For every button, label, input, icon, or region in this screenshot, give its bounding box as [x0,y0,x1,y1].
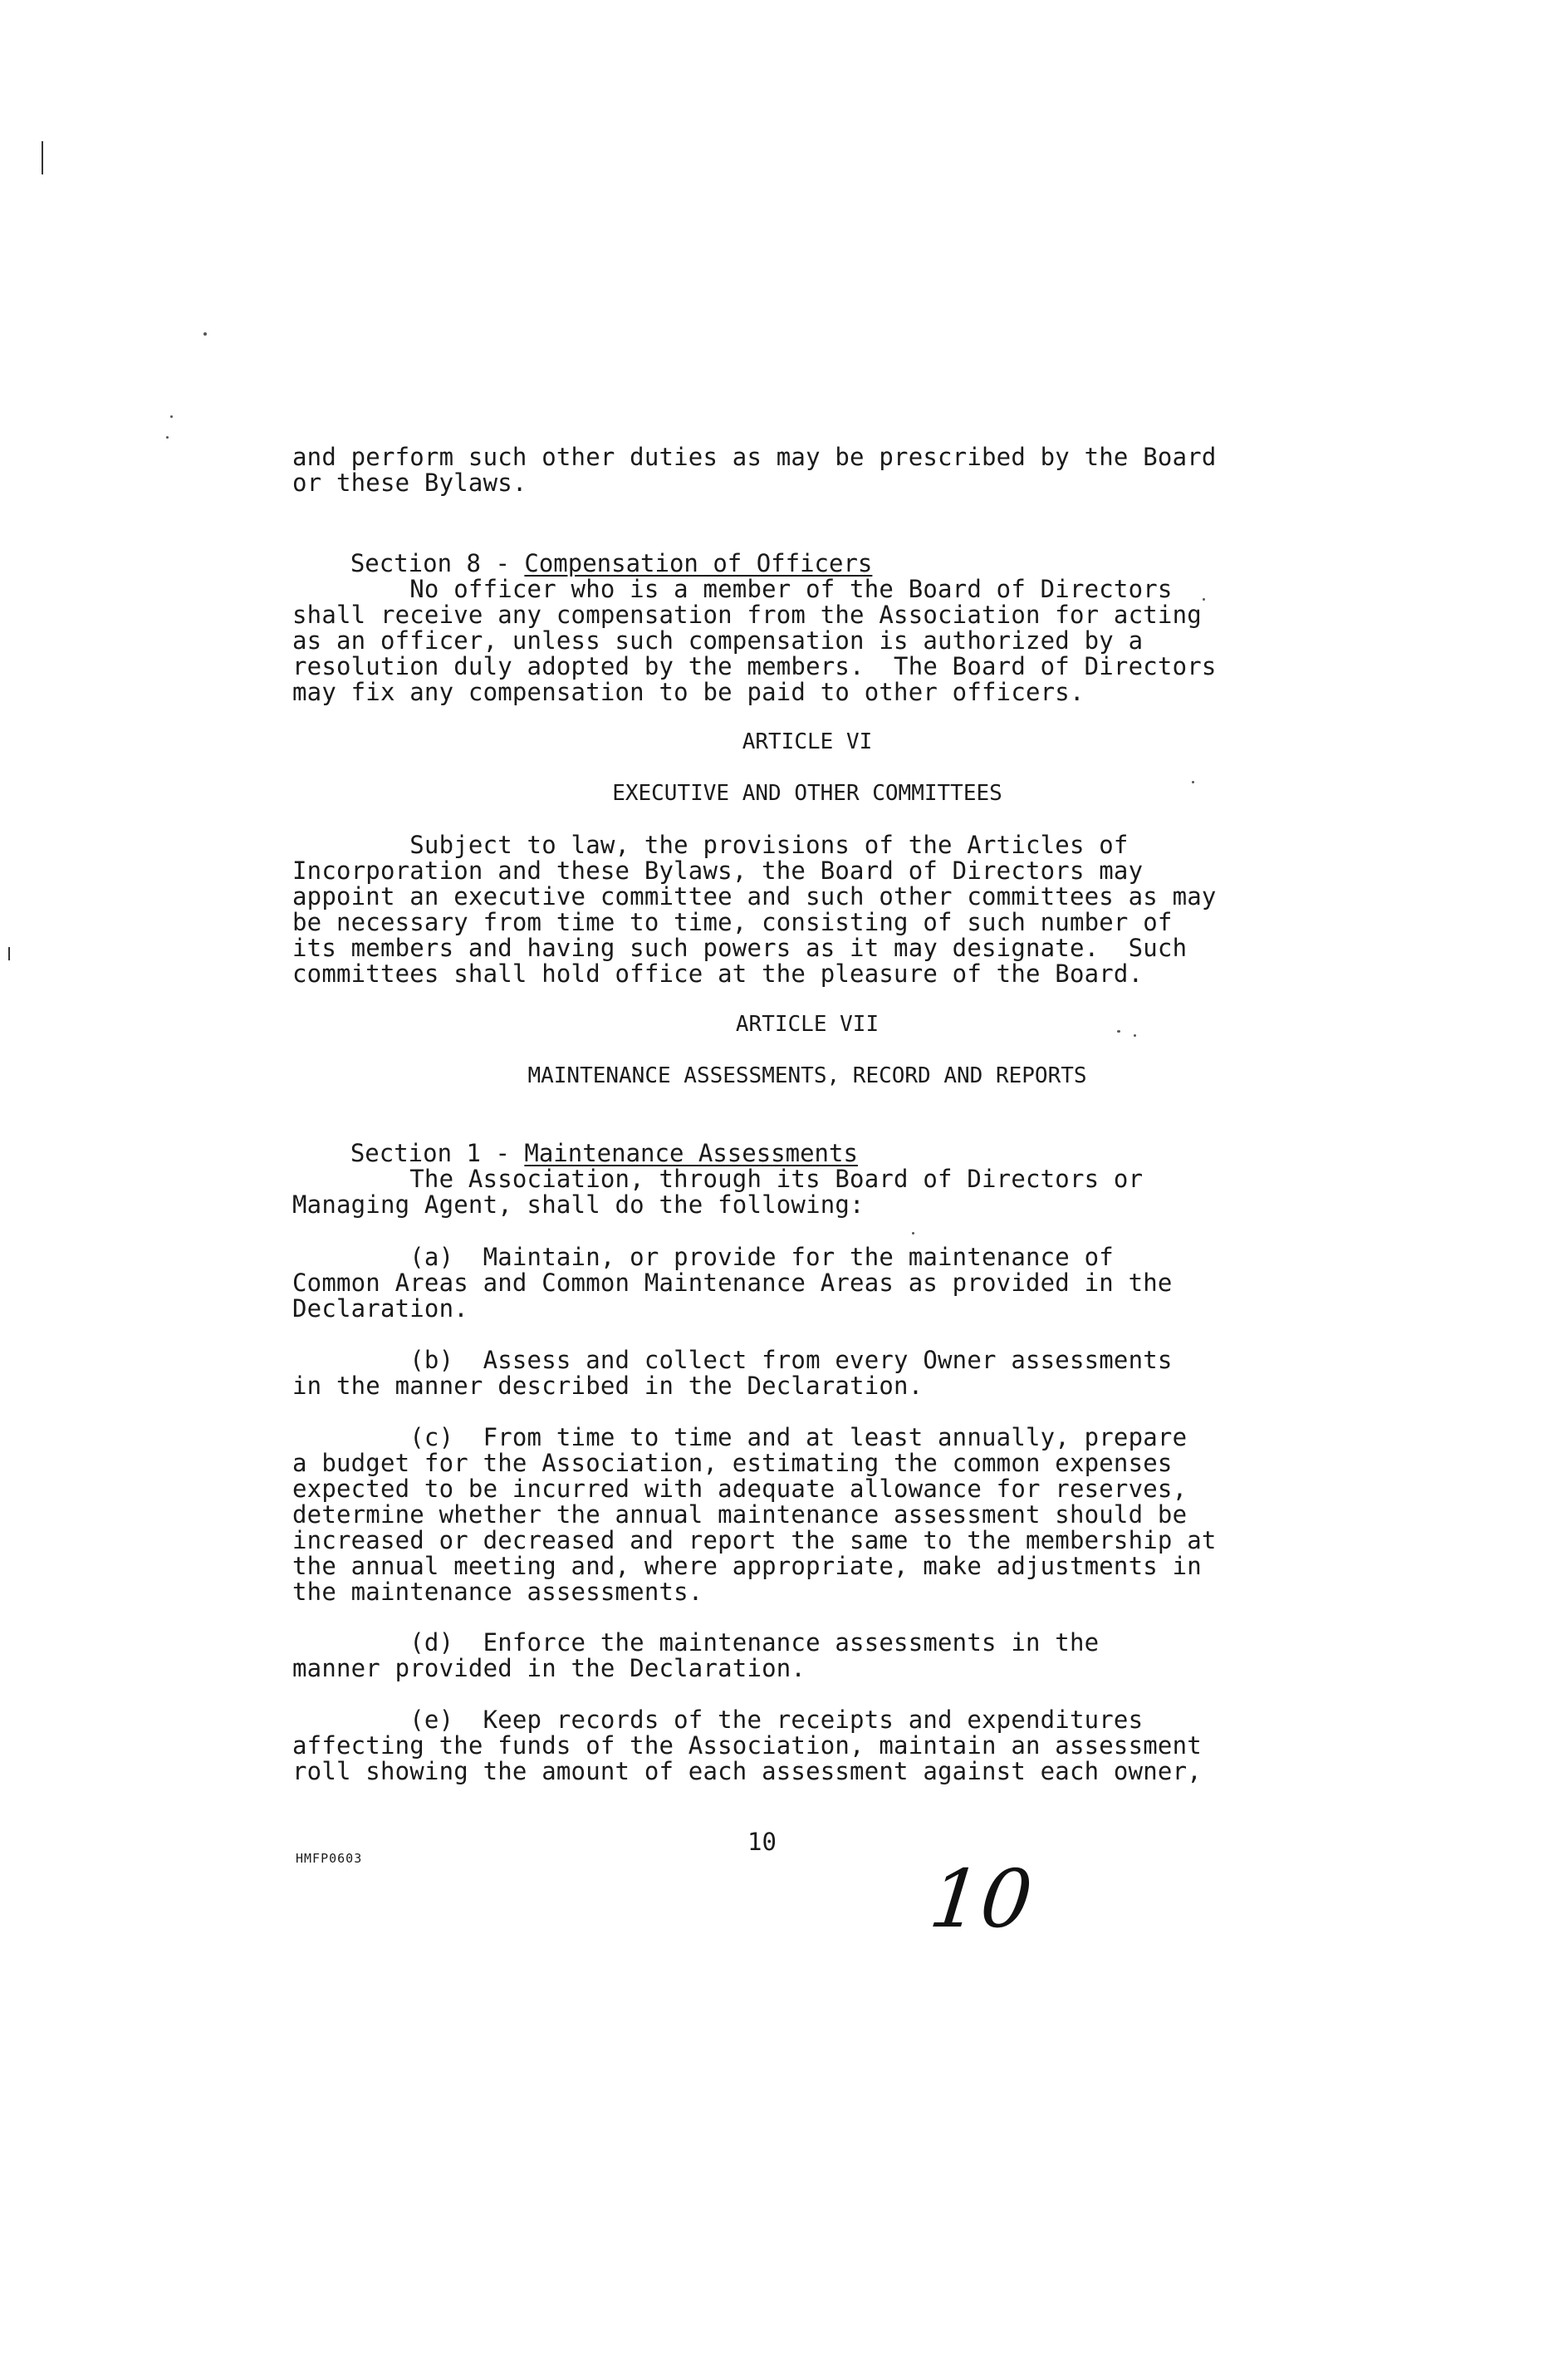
article-7-heading: ARTICLE VII [735,1012,880,1037]
scan-speck [912,1232,914,1235]
scan-mark [8,947,10,960]
article-7-intro: The Association, through its Board of Directors or Managing Agent, shall do the following: [292,1165,1144,1219]
footer-document-id: HMFP0603 [296,1851,363,1866]
scan-mark [42,141,43,174]
handwritten-page-number: 10 [925,1853,1037,1946]
item-d: (d) Enforce the maintenance assessments in the manner provided in the Declaration. [292,1628,1100,1682]
section-8-title: Compensation of Officers [524,549,873,577]
article-6-body: Subject to law, the provisions of the Articles of Incorporation and these Bylaws, the Board of Directors may appoint an executive committee and such other committees as may be necessary from time to time, consisting of such number of its members and having such powers as it may designate. Such committees shall hold office at the pleasure of the Board. [292,831,1217,988]
section-8-prefix: Section 8 - [350,549,525,577]
scan-speck [170,415,173,418]
scan-speck [203,332,207,336]
item-c: (c) From time to time and at least annually, prepare a budget for the Association, estimating the common expenses expected to be incurred with adequate allowance for reserves, determine whether the annual maintenance assessment should be increased or decreased and report the same to the membership at the annual meeting and, where appropriate, make adjustments in the maintenance assessments. [292,1423,1217,1606]
article-7-section-1-prefix: Section 1 - [350,1139,525,1167]
item-e: (e) Keep records of the receipts and expenditures affecting the funds of the Association, maintain an assessment roll showing the amount of each assessment against each owner, [292,1706,1202,1785]
article-7-title: MAINTENANCE ASSESSMENTS, RECORD AND REPORTS [527,1063,1087,1088]
intro-paragraph: and perform such other duties as may be prescribed by the Board or these Bylaws. [292,443,1217,497]
scan-speck [166,436,169,439]
page-number: 10 [747,1828,777,1856]
article-7-section-1-title: Maintenance Assessments [524,1139,858,1167]
article-6-heading: ARTICLE VI [742,729,873,754]
item-b: (b) Assess and collect from every Owner assessments in the manner described in the Declaration. [292,1346,1173,1400]
section-8-body: No officer who is a member of the Board of Directors shall receive any compensation from the Association for acting as an officer, unless such compensation is authorized by a resolution duly adopted by the members. The Board of Directors may fix any compensation to be paid to other officers. [292,575,1217,706]
item-a: (a) Maintain, or provide for the maintenance of Common Areas and Common Maintenance Areas as provided in the Declaration. [292,1243,1173,1323]
article-6-title: EXECUTIVE AND OTHER COMMITTEES [612,781,1002,806]
